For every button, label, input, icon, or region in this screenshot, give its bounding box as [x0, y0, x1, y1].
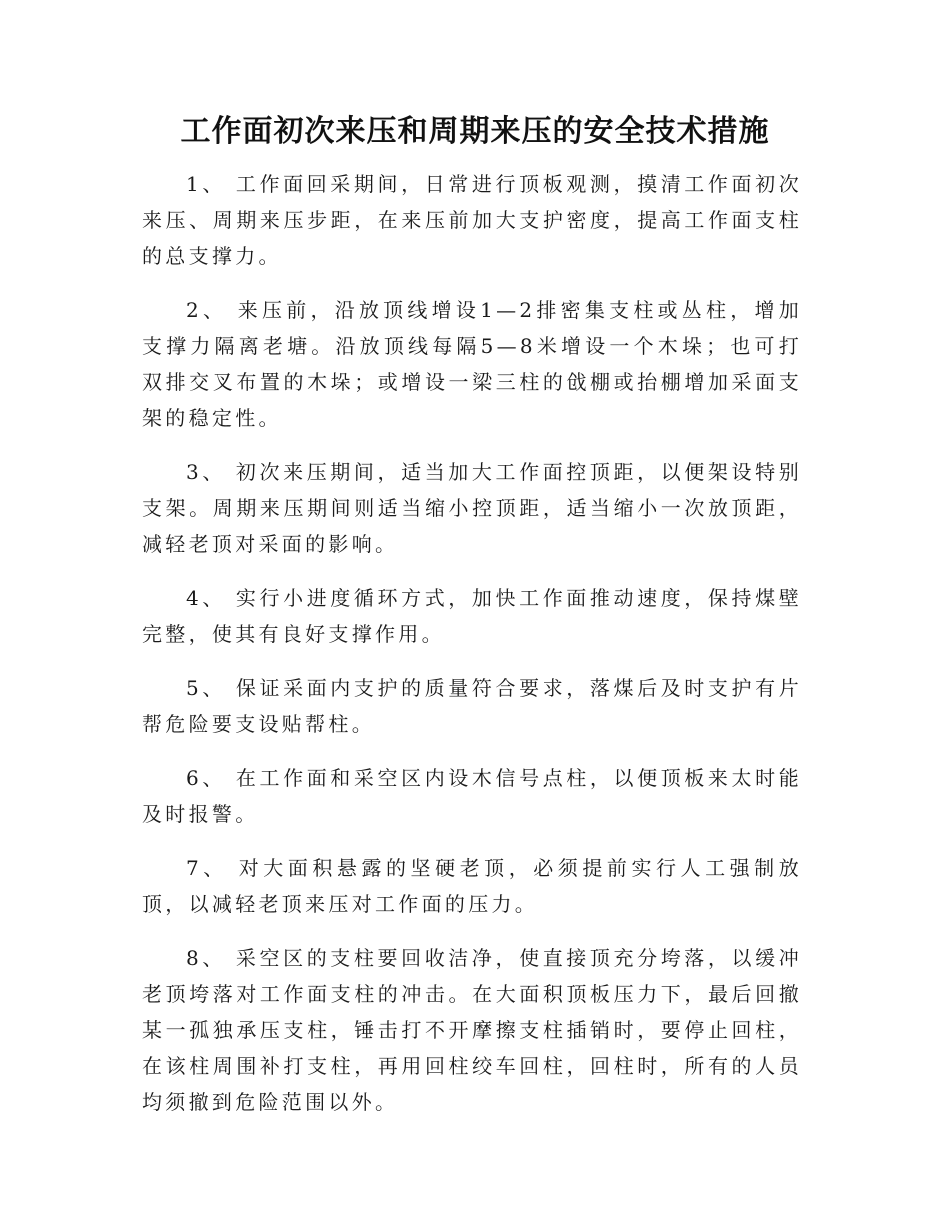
paragraph-6: [142, 760, 802, 832]
paragraph-5: [142, 670, 802, 742]
paragraph-text: 来压前，沿放顶线增设1—2排密集支柱或丛柱，增加支撑力隔离老塘。沿放顶线每隔5—8米增设一个木垛；也可打双排交叉布置的木垛；或增设一梁三柱的戗棚或抬棚增加采面支架的稳定性。: [142, 298, 803, 430]
paragraph-number: 5、: [186, 676, 226, 700]
paragraph-number: 2、: [186, 298, 228, 322]
document-body: [142, 166, 802, 1138]
paragraph-4: [142, 580, 802, 652]
paragraph-text: 实行小进度循环方式，加快工作面推动速度，保持煤壁完整，使其有良好支撑作用。: [142, 586, 803, 646]
paragraph-number: 3、: [186, 460, 226, 484]
paragraph-3: [142, 454, 802, 562]
document-title: 工作面初次来压和周期来压的安全技术措施: [180, 114, 770, 149]
paragraph-number: 6、: [186, 766, 226, 790]
paragraph-text: 工作面回采期间，日常进行顶板观测，摸清工作面初次来压、周期来压步距，在来压前加大支护密度，提高工作面支柱的总支撑力。: [142, 172, 803, 268]
paragraph-1: [142, 166, 802, 274]
paragraph-number: 1、: [186, 172, 226, 196]
paragraph-number: 4、: [186, 586, 226, 610]
paragraph-text: 在工作面和采空区内设木信号点柱，以便顶板来太时能及时报警。: [142, 766, 803, 826]
paragraph-text: 对大面积悬露的坚硬老顶，必须提前实行人工强制放顶，以减轻老顶来压对工作面的压力。: [142, 856, 803, 916]
paragraph-number: 8、: [186, 946, 226, 970]
paragraph-number: 7、: [186, 856, 228, 880]
paragraph-text: 保证采面内支护的质量符合要求，落煤后及时支护有片帮危险要支设贴帮柱。: [142, 676, 803, 736]
paragraph-2: [142, 292, 802, 436]
paragraph-8: [142, 940, 802, 1120]
paragraph-7: [142, 850, 802, 922]
paragraph-text: 采空区的支柱要回收洁净，使直接顶充分垮落，以缓冲老顶垮落对工作面支柱的冲击。在大面积顶板压力下，最后回撤某一孤独承压支柱，锤击打不开摩擦支柱插销时，要停止回柱，在该柱周围补打支柱，再用回柱绞车回柱，回柱时，所有的人员均须撤到危险范围以外。: [142, 946, 803, 1114]
paragraph-text: 初次来压期间，适当加大工作面控顶距，以便架设特别支架。周期来压期间则适当缩小控顶距，适当缩小一次放顶距，减轻老顶对采面的影响。: [142, 460, 803, 556]
